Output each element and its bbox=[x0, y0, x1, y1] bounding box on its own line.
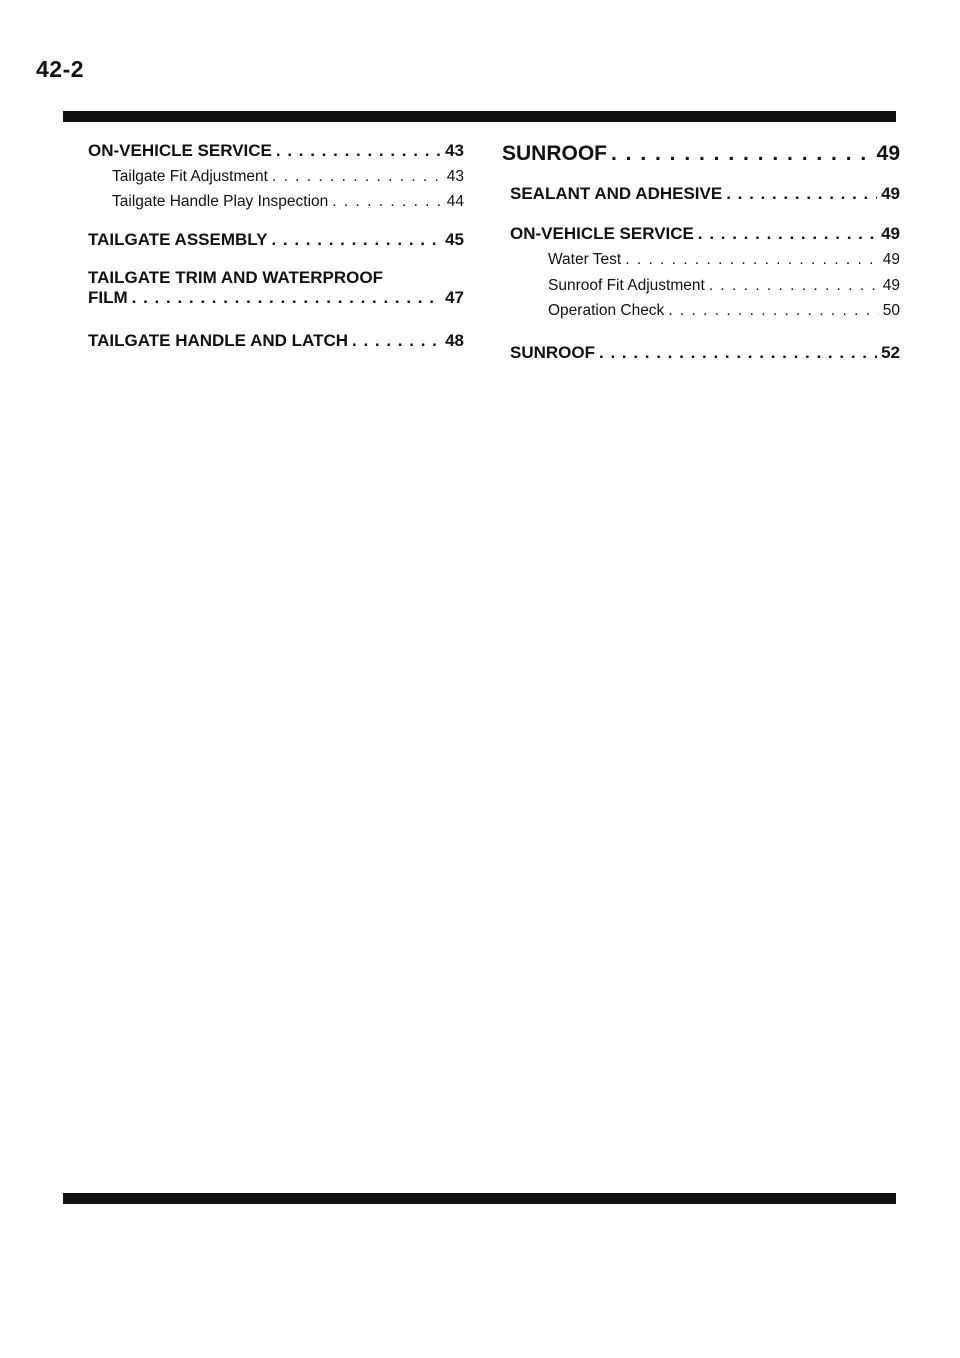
leader-dots bbox=[611, 142, 873, 166]
toc-entry-tailgate-handle-play-inspection[interactable] bbox=[88, 193, 464, 211]
toc-entry-page: 49 bbox=[876, 142, 900, 165]
toc-entry-tailgate-handle-and-latch[interactable] bbox=[88, 331, 464, 351]
toc-entry-title: ON-VEHICLE SERVICE bbox=[88, 141, 272, 160]
leader-dots bbox=[599, 343, 877, 363]
toc-entry-page: 52 bbox=[881, 343, 900, 362]
leader-dots bbox=[276, 141, 441, 161]
toc-entry-tailgate-fit-adjustment[interactable] bbox=[88, 168, 464, 186]
leader-dots bbox=[132, 288, 441, 308]
toc-entry-title: TAILGATE ASSEMBLY bbox=[88, 230, 268, 249]
page-number: 42-2 bbox=[36, 56, 85, 82]
toc-entry-page: 45 bbox=[445, 230, 464, 249]
leader-dots bbox=[698, 224, 877, 244]
toc-entry-sunroof[interactable] bbox=[510, 343, 900, 363]
toc-entry-title: Water Test bbox=[548, 251, 622, 268]
toc-group-sunroof[interactable] bbox=[502, 142, 900, 166]
toc-entry-page: 48 bbox=[445, 331, 464, 350]
toc-entry-title: Sunroof Fit Adjustment bbox=[548, 277, 705, 294]
toc-entry-tailgate-trim-and-waterproof-film[interactable] bbox=[88, 268, 464, 308]
toc-entry-page: 44 bbox=[446, 193, 464, 210]
toc-entry-sunroof-fit-adjustment[interactable] bbox=[510, 277, 900, 295]
leader-dots bbox=[332, 193, 442, 211]
toc-entry-page: 50 bbox=[882, 302, 900, 319]
toc-entry-page: 47 bbox=[445, 288, 464, 307]
toc-entry-water-test[interactable] bbox=[510, 251, 900, 269]
toc-entry-title: SUNROOF bbox=[502, 142, 607, 165]
leader-dots bbox=[272, 168, 443, 186]
toc-entry-operation-check[interactable] bbox=[510, 302, 900, 320]
toc-entry-title-line2: FILM bbox=[88, 288, 128, 307]
toc-entry-title: ON-VEHICLE SERVICE bbox=[510, 224, 694, 243]
toc-entry-title: Operation Check bbox=[548, 302, 665, 319]
leader-dots bbox=[709, 277, 879, 295]
toc-entry-title-line1: TAILGATE TRIM AND WATERPROOF bbox=[88, 268, 383, 287]
toc-entry-page: 43 bbox=[446, 168, 464, 185]
header-rule bbox=[63, 111, 896, 122]
toc-entry-page: 49 bbox=[882, 251, 900, 268]
footer-rule bbox=[63, 1193, 896, 1204]
toc-entry-tailgate-assembly[interactable] bbox=[88, 230, 464, 250]
toc-entry-line2 bbox=[88, 288, 464, 308]
toc-entry-title: SEALANT AND ADHESIVE bbox=[510, 184, 723, 203]
leader-dots bbox=[271, 230, 441, 250]
toc-entry-title: SUNROOF bbox=[510, 343, 595, 362]
toc-entry-title: TAILGATE HANDLE AND LATCH bbox=[88, 331, 349, 350]
toc-entry-sealant-and-adhesive[interactable] bbox=[510, 184, 900, 204]
toc-entry-title: Tailgate Fit Adjustment bbox=[112, 168, 268, 185]
toc-entry-page: 49 bbox=[881, 184, 900, 203]
toc-entry-page: 49 bbox=[881, 224, 900, 243]
toc-entry-page: 49 bbox=[882, 277, 900, 294]
toc-entry-on-vehicle-service-sunroof[interactable] bbox=[510, 224, 900, 244]
toc-entry-on-vehicle-service[interactable] bbox=[88, 141, 464, 161]
leader-dots bbox=[668, 302, 878, 320]
toc-entry-title: Tailgate Handle Play Inspection bbox=[112, 193, 329, 210]
leader-dots bbox=[625, 251, 879, 269]
toc-entry-page: 43 bbox=[445, 141, 464, 160]
leader-dots bbox=[726, 184, 877, 204]
leader-dots bbox=[352, 331, 441, 351]
